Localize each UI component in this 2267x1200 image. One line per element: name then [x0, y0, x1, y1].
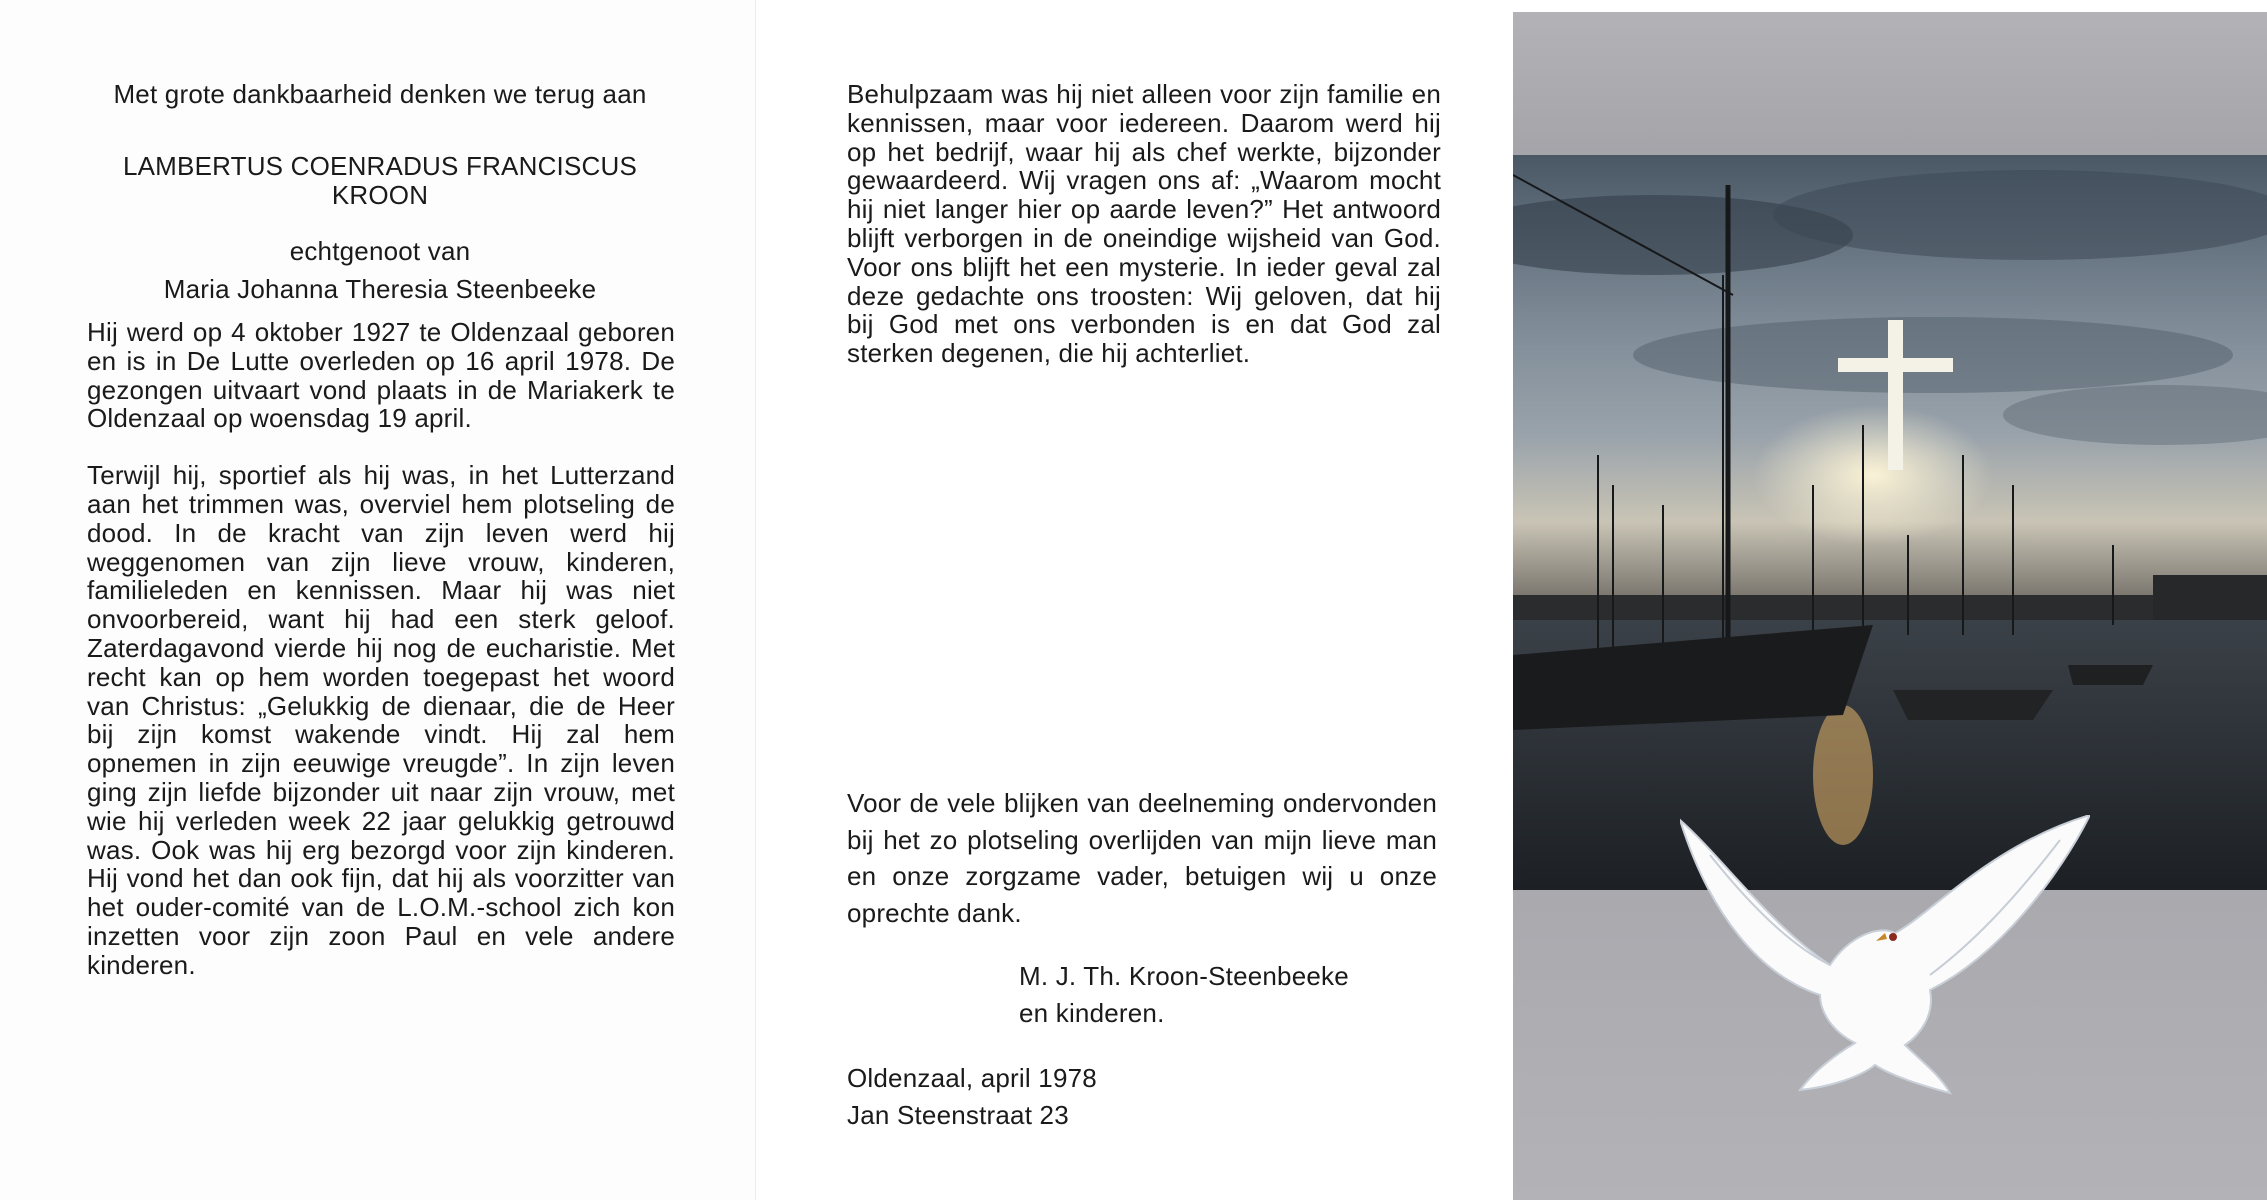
signature-name: M. J. Th. Kroon-Steenbeeke: [1019, 961, 1349, 991]
spouse-label: echtgenoot van: [289, 236, 471, 266]
place-date: Oldenzaal, april 1978: [847, 1063, 1097, 1093]
harbour-scene: [1513, 155, 2267, 890]
cross-icon: [1838, 320, 1953, 470]
biography: [87, 318, 675, 1008]
dove-icon: [1680, 815, 2090, 1095]
photo-top-band: [1513, 0, 2267, 155]
photo-top-edge: [1513, 0, 2267, 12]
biography-paragraph: Terwijl hij, sportief als hij was, in het Lutterzand aan het trimmen was, overviel hem plotseling de dood. In de kracht van zijn leven werd hij weggenomen van zijn lieve vrouw, kinderen, familieleden en kennissen. Maar hij was niet onvoorbereid, want hij had een sterk geloof. Zaterdagavond vierde hij nog de eucharistie. Met recht kan op hem worden toegepast het woord van Christus: „Gelukkig de dienaar, die de Heer bij zijn komst wakende vindt. Hij zal hem opnemen in zijn eeuwige vreugde”. In zijn leven ging zijn liefde bijzonder uit naar zijn vrouw, met wie hij verleden week 22 jaar gelukkig getrouwd was. Ook was hij erg bezorgd voor zijn kinderen. Hij vond het dan ook fijn, dat hij als voorzitter van het ouder-comité van de L.O.M.-school zich kon inzetten voor zijn zoon Paul en vele andere kinderen.: [87, 460, 675, 980]
deceased-name: LAMBERTUS COENRADUS FRANCISCUS KROON: [122, 151, 638, 210]
biography-paragraph: Hij werd op 4 oktober 1927 te Oldenzaal geboren en is in De Lutte overleden op 16 april 1978. De gezongen uitvaart vond plaats in de Mariakerk te Oldenzaal op woensdag 19 april.: [87, 317, 675, 434]
intro-text: Met grote dankbaarheid denken we terug aan: [113, 79, 647, 109]
address: Jan Steenstraat 23: [847, 1099, 1069, 1130]
thanks-text: Voor de vele blijken van deelneming ondervonden bij het zo plotseling overlijden van mijn lieve man en onze zorgzame vader, betuigen wij u onze oprechte dank.: [847, 788, 1437, 928]
harbour-photo: [1513, 155, 2267, 890]
signature: [1019, 958, 1449, 1031]
place-and-address: [847, 1060, 1247, 1133]
signature-family: en kinderen.: [1019, 997, 1165, 1028]
reflection-text: Behulpzaam was hij niet alleen voor zijn familie en kennissen, maar voor iedereen. Daarom werd hij op het bedrijf, waar hij als chef werkte, bijzonder gewaardeerd. Wij vragen ons af: „Waarom mocht hij niet langer hier op aarde leven?” Het antwoord blijft verborgen in de oneindige wijsheid van God. Voor ons blijft het een mysterie. In ieder geval zal deze gedachte ons troosten: Wij geloven, dat hij bij God met ons verbonden is en dat God zal sterken degenen, die hij achterliet.: [847, 79, 1441, 369]
spouse-name: Maria Johanna Theresia Steenbeeke: [163, 274, 597, 304]
